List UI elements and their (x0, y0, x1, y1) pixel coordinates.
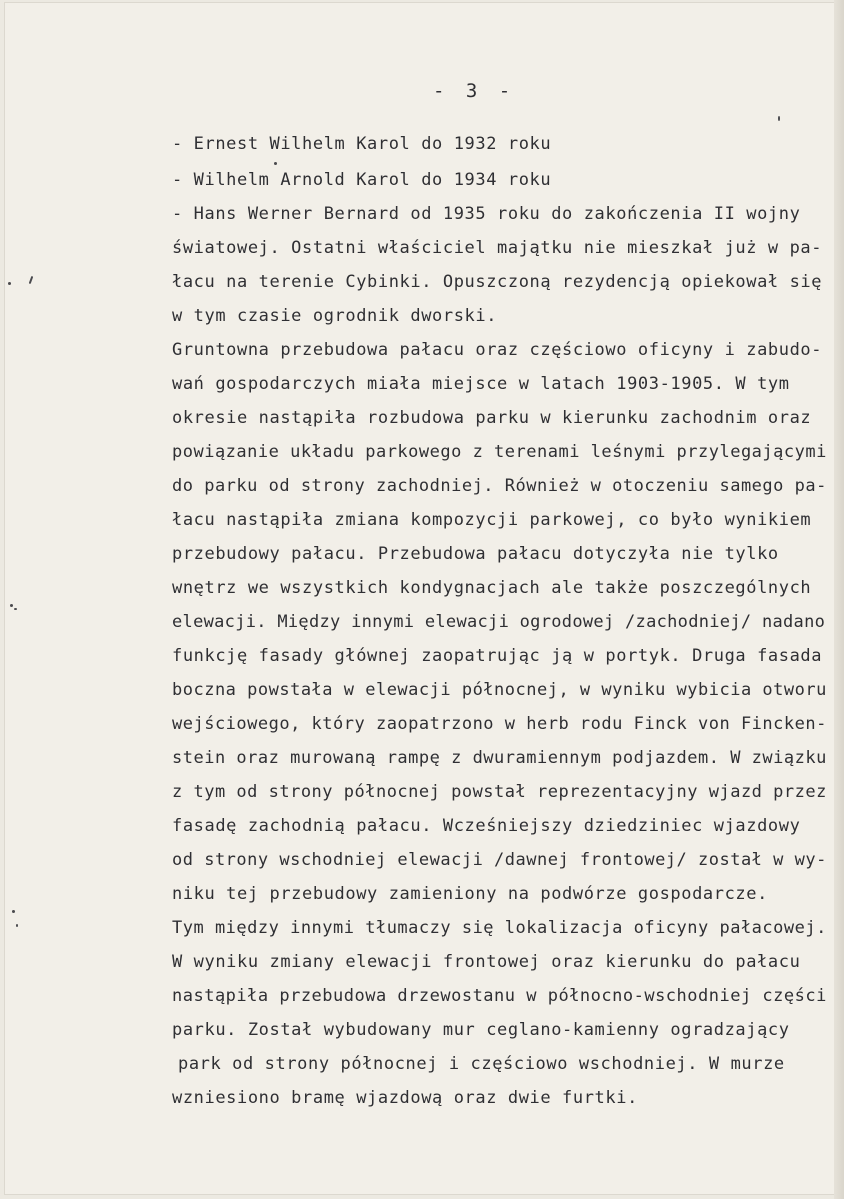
margin-mark (12, 910, 15, 913)
margin-mark (8, 282, 11, 285)
text-line: wejściowego, który zaopatrzono w herb rodu Finck von Fincken- (172, 714, 827, 734)
text-line: łacu nastąpiła zmiana kompozycji parkowej, co było wynikiem (172, 510, 812, 530)
text-line: boczna powstała w elewacji północnej, w wyniku wybicia otworu (172, 680, 827, 700)
text-line: łacu na terenie Cybinki. Opuszczoną rezydencją opiekował się (172, 272, 823, 292)
text-line: powiązanie układu parkowego z terenami leśnymi przylegającymi (172, 442, 827, 462)
text-line: stein oraz murowaną rampę z dwuramiennym podjazdem. W związku (172, 748, 827, 768)
text-line: Tym między innymi tłumaczy się lokalizacja oficyny pałacowej. (172, 918, 827, 938)
text-line: w tym czasie ogrodnik dworski. (172, 306, 498, 326)
text-line: do parku od strony zachodniej. Również w otoczeniu samego pa- (172, 476, 827, 496)
text-line: Gruntowna przebudowa pałacu oraz częściowo oficyny i zabudo- (172, 340, 823, 360)
text-line: wnętrz we wszystkich kondygnacjach ale także poszczególnych (172, 578, 812, 598)
text-line: - Ernest Wilhelm Karol do 1932 roku (172, 134, 552, 154)
text-line: okresie nastąpiła rozbudowa parku w kierunku zachodnim oraz (172, 408, 812, 428)
text-line: parku. Został wybudowany mur ceglano-kamienny ogradzający (172, 1020, 790, 1040)
text-line: fasadę zachodnią pałacu. Wcześniejszy dziedziniec wjazdowy (172, 816, 801, 836)
text-line: - Wilhelm Arnold Karol do 1934 roku (172, 170, 552, 190)
text-line: nastąpiła przebudowa drzewostanu w północno-wschodniej części (172, 986, 827, 1006)
margin-mark (10, 604, 13, 607)
text-line: z tym od strony północnej powstał reprezentacyjny wjazd przez (172, 782, 827, 802)
text-line: światowej. Ostatni właściciel majątku nie mieszkał już w pa- (172, 238, 823, 258)
text-line: od strony wschodniej elewacji /dawnej frontowej/ został w wy- (172, 850, 827, 870)
text-line: wzniesiono bramę wjazdową oraz dwie furtki. (172, 1088, 638, 1108)
page-edge-shadow (834, 0, 844, 1199)
text-line: elewacji. Między innymi elewacji ogrodowej /zachodniej/ nadano (172, 612, 826, 632)
text-line: niku tej przebudowy zamieniony na podwórze gospodarcze. (172, 884, 768, 904)
margin-mark (274, 162, 277, 165)
text-line: wań gospodarczych miała miejsce w latach 1903-1905. W tym (172, 374, 790, 394)
margin-mark (14, 608, 17, 610)
text-line: - Hans Werner Bernard od 1935 roku do zakończenia II wojny (172, 204, 801, 224)
text-line: funkcję fasady głównej zaopatrując ją w portyk. Druga fasada (172, 646, 823, 666)
text-line: W wyniku zmiany elewacji frontowej oraz kierunku do pałacu (172, 952, 801, 972)
text-line: przebudowy pałacu. Przebudowa pałacu dotyczyła nie tylko (172, 544, 779, 564)
text-line: park od strony północnej i częściowo wschodniej. W murze (178, 1054, 785, 1074)
margin-mark (16, 924, 18, 927)
margin-mark (778, 116, 780, 121)
page-number: - 3 - (433, 80, 516, 102)
